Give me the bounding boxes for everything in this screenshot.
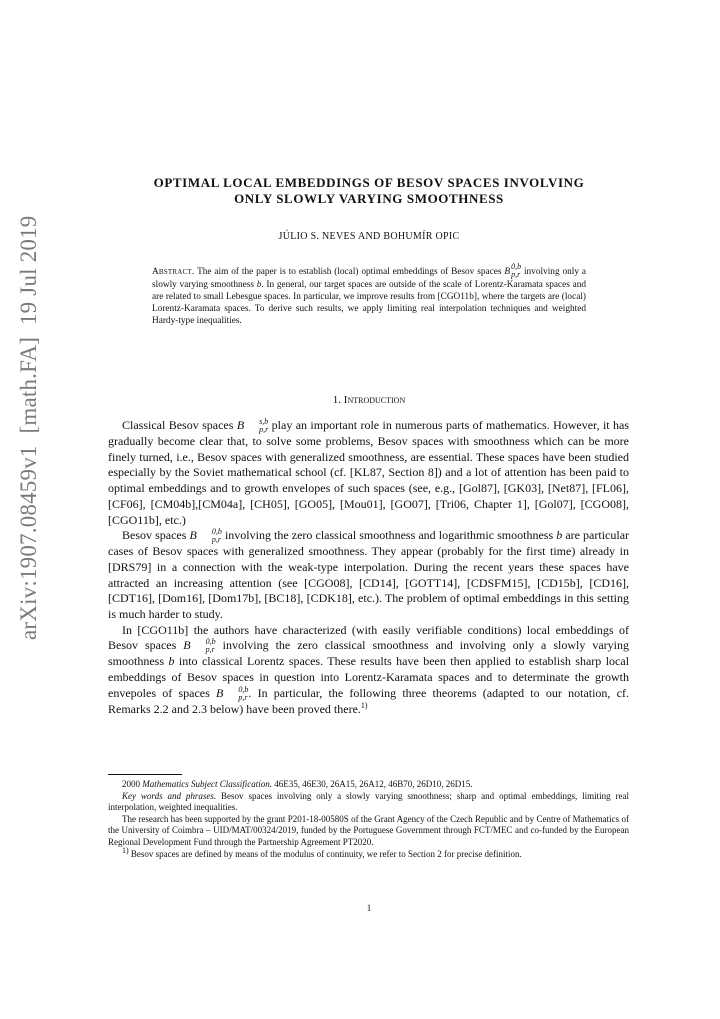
footnote-marker[interactable]: 1) (360, 700, 368, 710)
support-footnote: The research has been supported by the grant P201-18-00580S of the Grant Agency of the Czech Republic and by Centre of Mathematics of the University of Coimbra – UID/MAT/00324/2019, funded by the Portuguese Government through FCT/MEC and co-funded by the European Regional Development Fund through the Partnership Agreement PT2020. (108, 813, 629, 847)
section-title: Introduction (343, 394, 406, 406)
keywords-footnote: Key words and phrases. Besov spaces involving only a slowly varying smoothness; sharp and optimal embeddings, limiting real interpolation, weighted inequalities. (108, 790, 630, 813)
title-line-2: ONLY SLOWLY VARYING SMOOTHNESS (234, 191, 504, 206)
footnote-1: $^{1)}$ Besov spaces are defined by means of the modulus of continuity, we refer to Section 2 for precise definition. (122, 845, 522, 859)
smoothness-variable: b (256, 280, 262, 290)
paper-title (108, 175, 630, 207)
abstract-label: Abstract. (152, 267, 195, 277)
abstract-text-3: . In general, our target spaces are outside of the scale of Lorentz-Karamata spaces and are related to small Lebesgue spaces. In particular, we improve results from [CGO11b], where the targets are (local) Lorentz-Karamata spaces. To derive such results, we apply limiting real interpolation techniques and weighted Hardy-type inequalities. (152, 280, 586, 327)
page-number: 1 (366, 903, 372, 913)
section-number: 1. (332, 394, 342, 406)
abstract-text-1: The aim of the paper is to establish (local) optimal embeddings of Besov spaces (197, 267, 502, 277)
arxiv-stamp: arXiv:1907.08459v1 [math.FA] 19 Jul 2019 (16, 215, 41, 640)
section-heading (108, 394, 630, 406)
title-line-1: OPTIMAL LOCAL EMBEDDINGS OF BESOV SPACES INVOLVING (153, 175, 585, 190)
paragraph-2: Besov spaces B 0,b p,r involving the zero classical smoothness and logarithmic smoothness b are particular cases of Besov spaces with generalized smoothness. They appear (probably for the first time) already in [DRS79] in a connection with the weak-type interpolation. During the recent years these spaces have attracted an increasing attention (see [CGO08], [CD14], [GOTT14], [CDSFM15], [CD15b], [CD16], [CDT16], [Dom16], [Dom17b], [BC18], [CDK18], etc.). The problem of optimal embeddings in this setting is much harder to study. (108, 527, 630, 622)
footnote-rule (108, 774, 182, 775)
besov-symbol: B 0,b p,r (504, 262, 522, 279)
paragraph-1: Classical Besov spaces B s,b p,r play an important role in numerous parts of mathematics. However, it has gradually become clear that, to solve some problems, Besov spaces with smoothness which can be more finely turned, i.e., Besov spaces with generalized smoothness, are essential. These spaces have been studied especially by the Soviet mathematical school (cf. [KL87, Section 8]) and a lot of attention has been paid to optimal embeddings and to growth envelopes of such spaces (see, e.g., [Gol87], [GK03], [Net87], [FL06], [CF06], [CM04b],[CM04a], [CH05], [GO05], [Mou01], [GO07], [Tri06, Chapter 1], [Gol07], [CGO08], [CGO11b], etc.) (108, 417, 630, 527)
introduction-body (108, 418, 629, 718)
footnotes (108, 779, 629, 860)
paragraph-3: In [CGO11b] the authors have characterized (with easily verifiable conditions) local embeddings of Besov spaces B 0,b p,r involving the zero classical smoothness and involving only a slowly varying smoothness b into classical Lorentz spaces. These results have been then applied to establish sharp local embeddings of Besov spaces in question into Lorentz-Karamata spaces and to determinate the growth envepoles of spaces B 0,b p,r . In particular, the following three theorems (adapted to our notation, cf. Remarks 2.2 and 2.3 below) have been proved there.$^{1)}$ (108, 622, 630, 716)
abstract-text-2: involving only a slowly varying smoothness (152, 267, 587, 290)
msc-footnote: 2000 Mathematics Subject Classification. 46E35, 46E30, 26A15, 26A12, 46B70, 26D10, 26D15. (122, 779, 473, 789)
authors: JÚLIO S. NEVES AND BOHUMÍR OPIC (278, 231, 460, 242)
abstract (152, 263, 586, 327)
